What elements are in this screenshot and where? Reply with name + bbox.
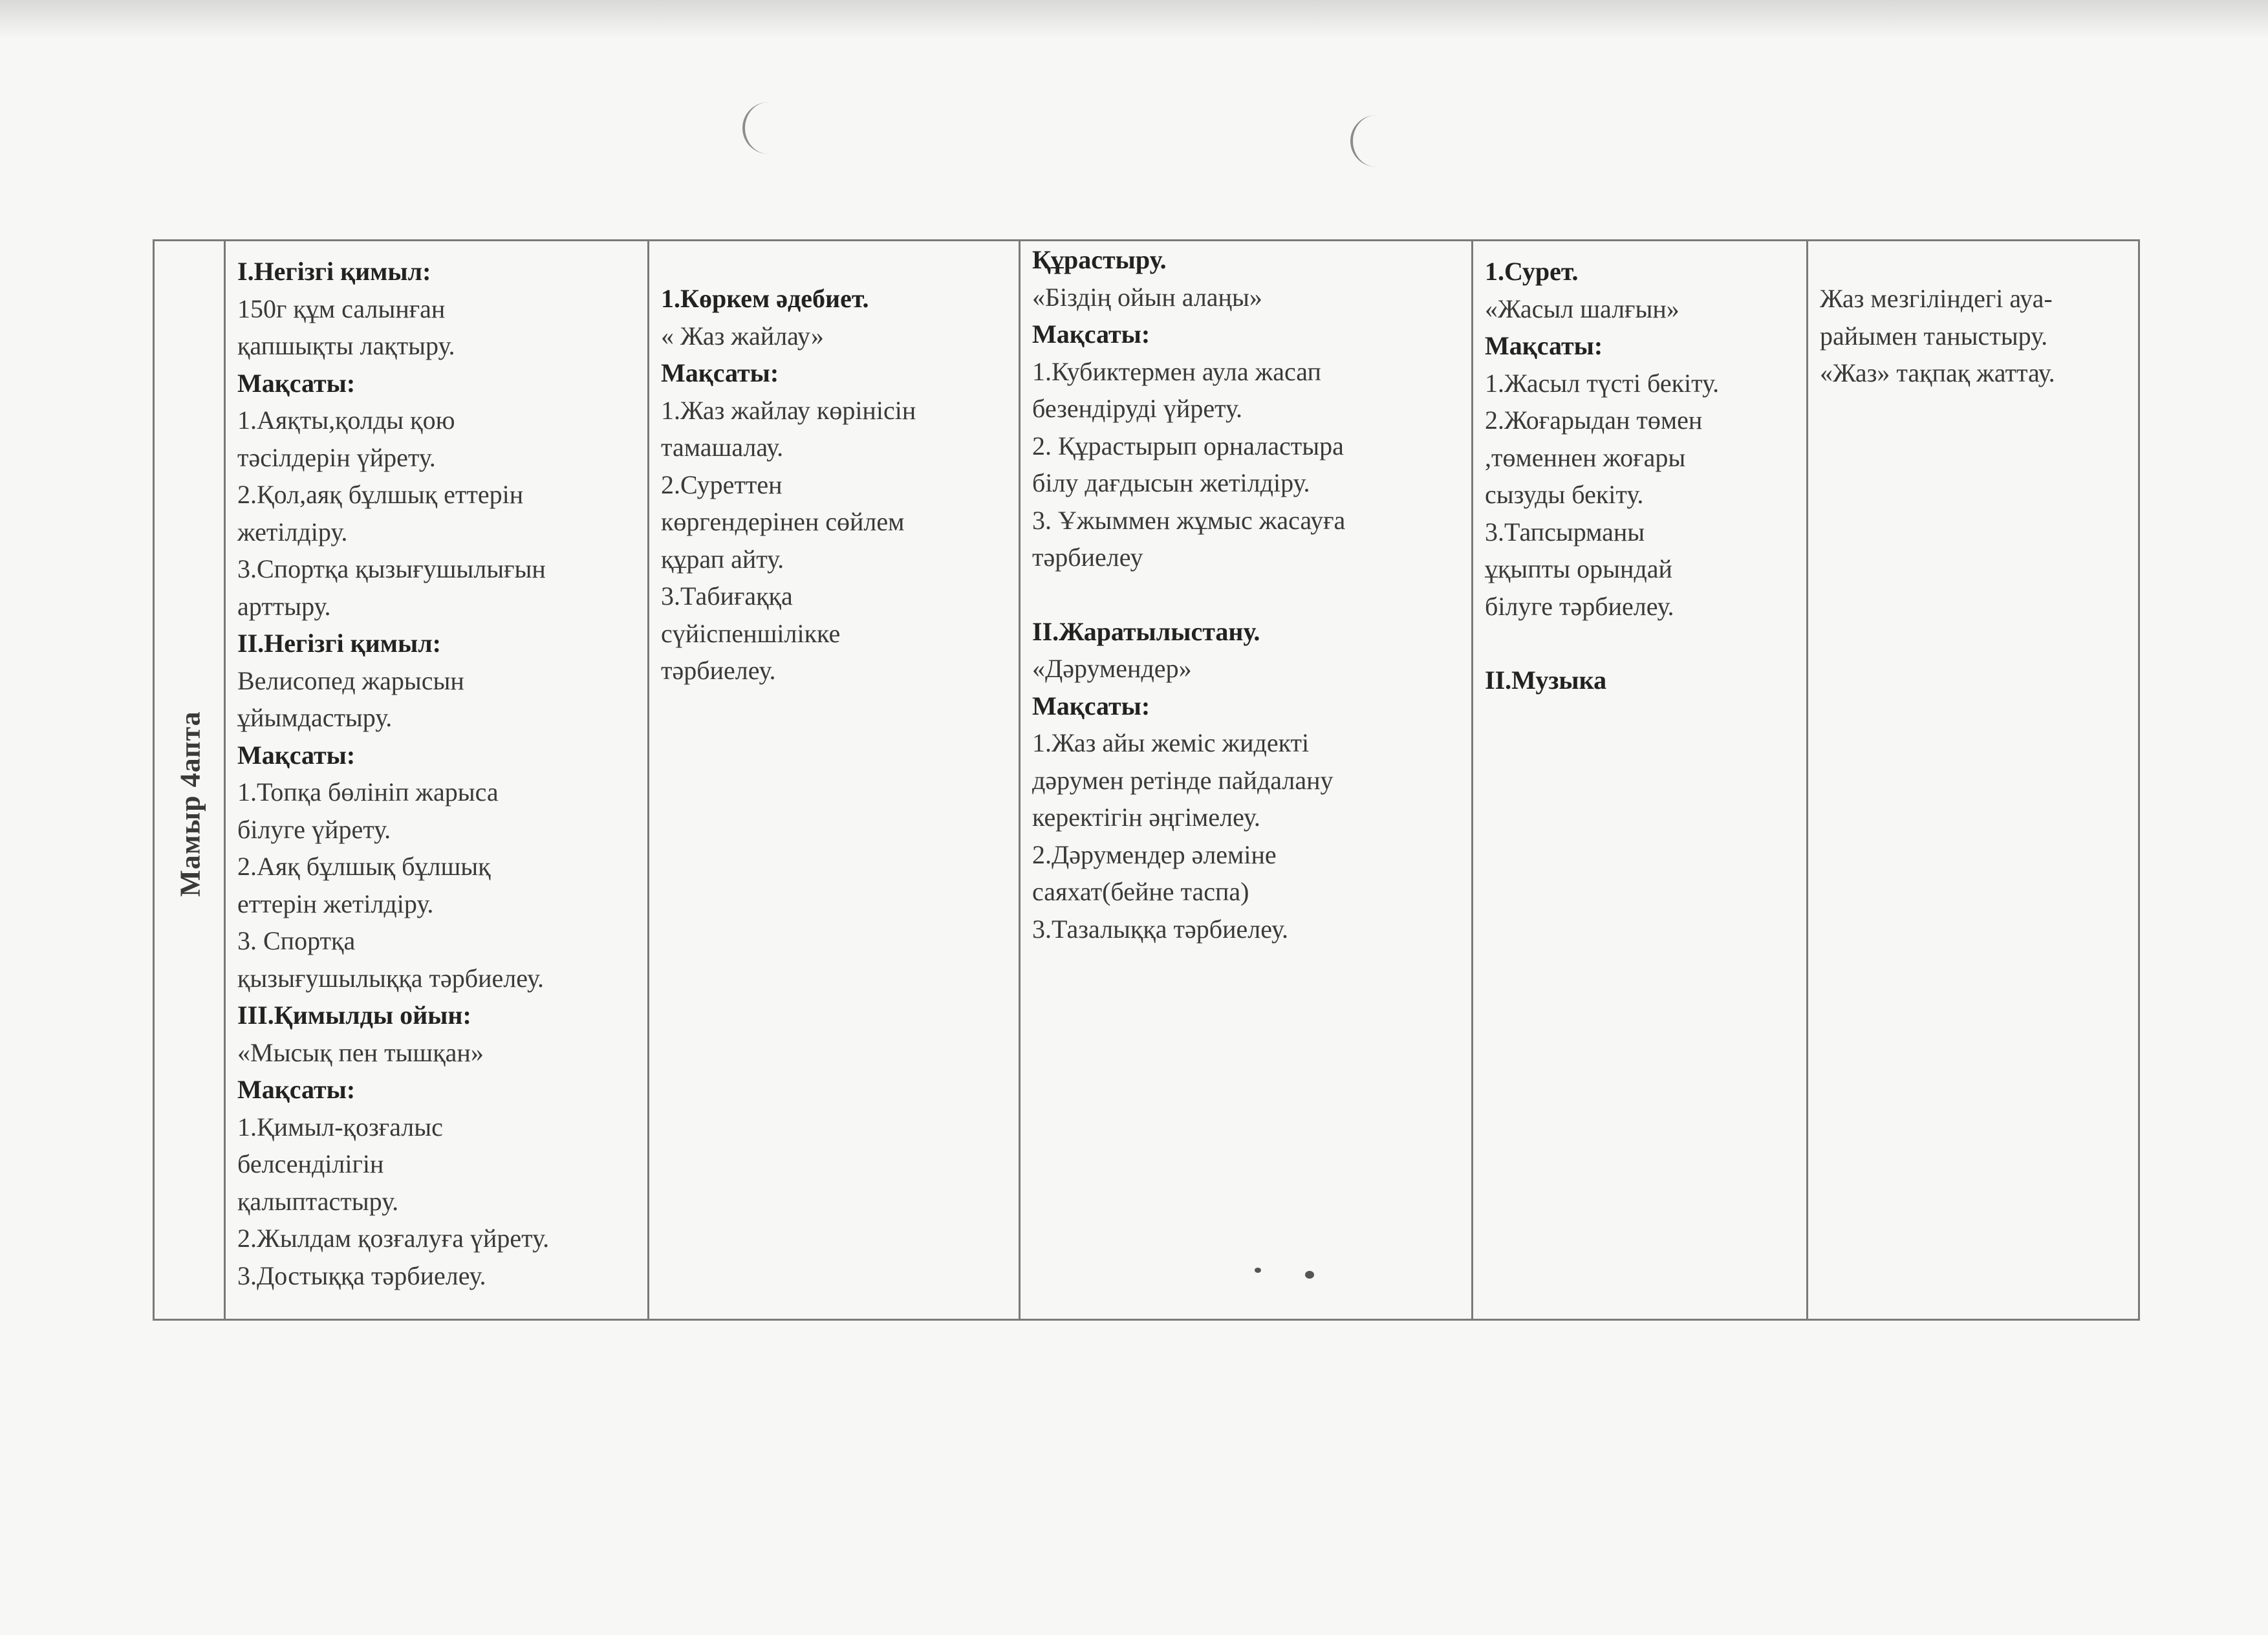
cell-line: тамашалау. — [661, 433, 784, 462]
cell-line: 1.Аяқты,қолды қою — [237, 406, 455, 435]
cell-line: 1.Қимыл-қозғалыс — [237, 1112, 443, 1142]
cell-line: «Дәрумендер» — [1032, 654, 1192, 683]
cell-line: «Біздің ойын алаңы» — [1032, 282, 1262, 312]
cell-line: безендіруді үйрету. — [1032, 394, 1243, 423]
cell-line: «Мысық пен тышқан» — [237, 1037, 484, 1067]
cell-line: дәрумен ретінде пайдалану — [1032, 765, 1334, 795]
cell-line: ұқыпты орындай — [1485, 554, 1672, 583]
cell-line: 3. Ұжыммен жұмыс жасауға — [1032, 505, 1346, 535]
cell-line: 3.Табиғаққа — [661, 581, 793, 611]
cell-line: 2.Жоғарыдан төмен — [1485, 406, 1703, 435]
cell-line: Жаз мезгіліндегі ауа- — [1820, 284, 2053, 313]
cell-line: қызығушылыққа тәрбиелеу. — [237, 963, 544, 993]
cell-line: 3. Спортқа — [237, 926, 356, 955]
cell-heading: Мақсаты: — [1032, 319, 1150, 349]
cell-line: «Жасыл шалғын» — [1485, 294, 1679, 323]
construction-nature-cell — [1020, 241, 1473, 1320]
cell-heading: ІІ.Музыка — [1485, 666, 1607, 695]
cell-line: білуге тәрбиелеу. — [1485, 591, 1674, 621]
cell-line: еттерін жетілдіру. — [237, 889, 434, 918]
cell-line: ұйымдастыру. — [237, 703, 393, 732]
cell-text — [1820, 280, 2130, 392]
cell-text — [661, 280, 1011, 689]
cell-line: сүйіспеншілікке — [661, 618, 841, 648]
week-label: Мамыр 4апта — [174, 711, 206, 897]
cell-line: білу дағдысын жетілдіру. — [1032, 468, 1310, 497]
cell-line: « Жаз жайлау» — [661, 321, 824, 351]
cell-line: тәсілдерін үйрету. — [237, 442, 436, 472]
cell-line: 2.Қол,аяқ бұлшық еттерін — [237, 480, 524, 509]
cell-heading: Мақсаты: — [1485, 331, 1603, 360]
cell-line: көргендерінен сөйлем — [661, 507, 905, 536]
cell-line: керектігін әңгімелеу. — [1032, 803, 1260, 832]
cell-line: саяхат(бейне таспа) — [1032, 877, 1249, 906]
cell-line: 1.Топқа бөлініп жарыса — [237, 777, 499, 807]
cell-line: 1.Кубиктермен аула жасап — [1032, 356, 1321, 386]
cell-line: 1.Жаз айы жеміс жидекті — [1032, 728, 1310, 757]
cell-heading: І.Негізгі қимыл: — [237, 257, 431, 286]
cell-line — [1032, 576, 1463, 613]
cell-line: 2.Дәрумендер әлеміне — [1032, 839, 1277, 869]
cell-text — [237, 253, 640, 1294]
cell-heading: 1.Сурет. — [1485, 257, 1579, 286]
cell-line: 2.Аяқ бұлшық бұлшық — [237, 852, 491, 881]
lesson-plan-table — [153, 239, 2140, 1321]
cell-line: ,төменнен жоғары — [1485, 442, 1686, 472]
cell-line: тәрбиелеу. — [661, 656, 776, 685]
cell-line: 1.Жаз жайлау көрінісін — [661, 395, 916, 425]
cell-heading: Мақсаты: — [237, 368, 356, 398]
cell-heading: 1.Көркем әдебиет. — [661, 284, 869, 313]
cell-heading: ІІ.Негізгі қимыл: — [237, 629, 441, 658]
cell-line: райымен таныстыру. — [1820, 321, 2048, 351]
cell-line: 1.Жасыл түсті бекіту. — [1485, 368, 1720, 398]
cell-line — [1485, 625, 1798, 662]
cell-line: «Жаз» тақпақ жаттау. — [1820, 358, 2055, 387]
cell-line: арттыру. — [237, 591, 331, 621]
punch-mark — [1350, 115, 1379, 167]
cell-line: құрап айту. — [661, 544, 784, 574]
cell-line: 2.Суреттен — [661, 470, 783, 499]
notes-cell — [1808, 241, 2139, 1320]
cell-line: 150г құм салынған — [237, 294, 446, 323]
punch-mark — [742, 102, 771, 154]
cell-text — [1485, 253, 1798, 699]
cell-line: 3.Тазалыққа тәрбиелеу. — [1032, 914, 1289, 944]
cell-line: 3.Тапсырманы — [1485, 517, 1645, 547]
cell-line: 2.Жылдам қозғалуға үйрету. — [237, 1224, 550, 1253]
cell-line: Велисопед жарысын — [237, 666, 464, 695]
lesson-plan-sheet — [153, 239, 2138, 1321]
cell-line: білуге үйрету. — [237, 814, 391, 844]
cell-line: 2. Құрастырып орналастыра — [1032, 431, 1344, 460]
literature-cell — [649, 241, 1020, 1320]
cell-heading: Мақсаты: — [1032, 691, 1150, 720]
cell-heading: Құрастыру. — [1032, 245, 1167, 274]
cell-heading: ІІ.Жаратылыстану. — [1032, 616, 1260, 646]
cell-line: жетілдіру. — [237, 517, 348, 547]
cell-line: белсенділігін — [237, 1149, 384, 1178]
physical-education-cell — [225, 241, 649, 1320]
cell-heading: ІІІ.Қимылды ойын: — [237, 1001, 471, 1030]
cell-line: қалыптастыру. — [237, 1186, 399, 1216]
scan-speck — [1255, 1268, 1261, 1273]
cell-text — [1032, 241, 1463, 947]
scan-speck — [1305, 1271, 1314, 1279]
cell-heading: Мақсаты: — [237, 740, 356, 770]
cell-line: қапшықты лақтыру. — [237, 331, 455, 360]
cell-line: 3.Достыққа тәрбиелеу. — [237, 1261, 486, 1290]
cell-line: тәрбиелеу — [1032, 543, 1143, 572]
cell-line: 3.Спортқа қызығушылығын — [237, 554, 546, 583]
drawing-music-cell — [1473, 241, 1808, 1320]
scan-edge-shadow — [0, 0, 2268, 39]
week-cell — [154, 241, 225, 1320]
cell-heading: Мақсаты: — [661, 358, 779, 387]
table-row — [154, 241, 2139, 1320]
cell-heading: Мақсаты: — [237, 1075, 356, 1104]
cell-line: сызуды бекіту. — [1485, 480, 1644, 509]
